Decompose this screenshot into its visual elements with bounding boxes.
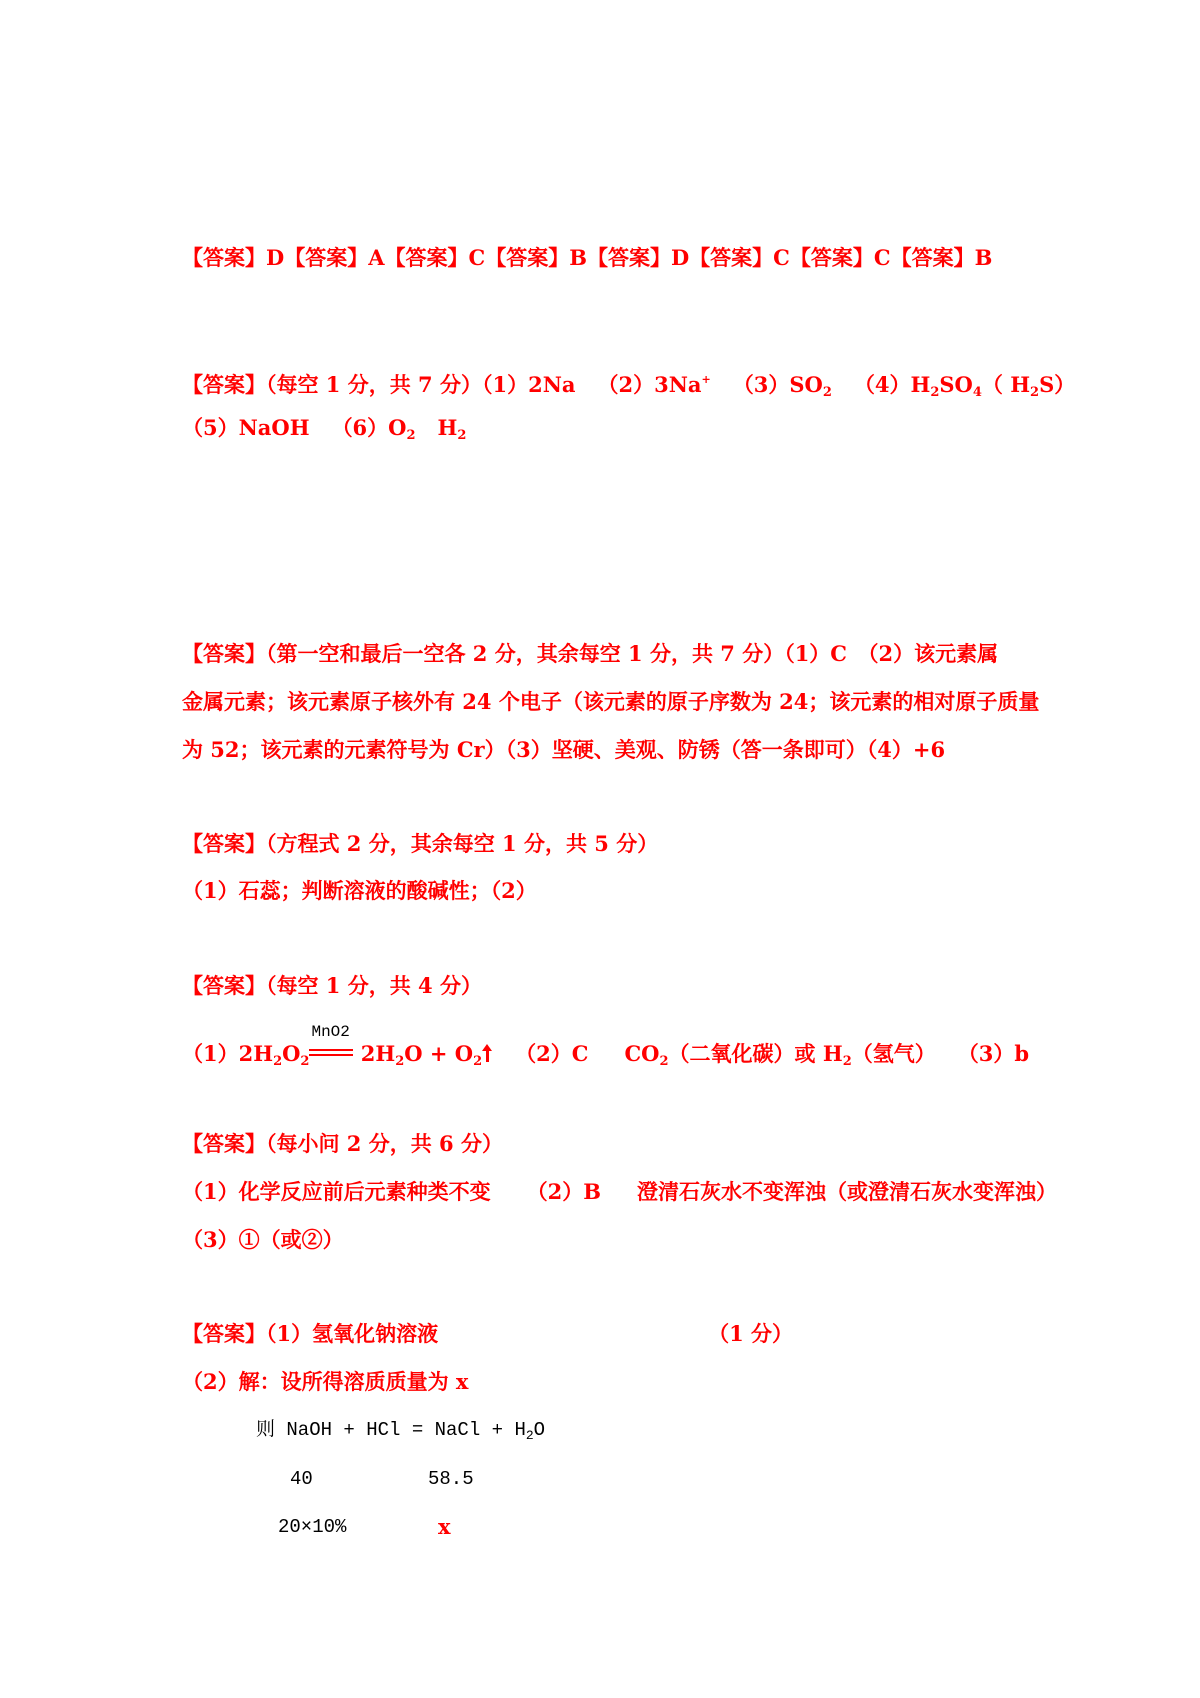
subscript: 2 <box>473 1054 483 1069</box>
answer-line-q2-1 <box>182 366 1075 407</box>
answer-line-q6-2 <box>182 1178 1057 1206</box>
answer-text: CO <box>624 1041 660 1066</box>
subscript: 2 <box>300 1054 310 1069</box>
subscript: 2 <box>525 1428 534 1443</box>
equation-text: 则 NaOH + HCl = NaCl + H <box>256 1419 526 1441</box>
subscript: 2 <box>822 385 832 400</box>
equals-sign <box>309 1049 353 1056</box>
subscript: 2 <box>406 428 416 443</box>
answer-text: （1）化学反应前后元素种类不变 <box>182 1179 491 1204</box>
answer-text: （ H <box>981 372 1031 397</box>
answer-text: （2）3Na <box>597 372 702 397</box>
answer-text: （3）①（或②） <box>182 1227 344 1252</box>
answer-text: 金属元素；该元素原子核外有 24 个电子（该元素的原子序数为 24；该元素的相对原子质量 <box>182 689 1040 714</box>
answer-text: （2）C <box>515 1041 589 1066</box>
equation-line <box>256 1416 545 1450</box>
subscript: 2 <box>395 1054 405 1069</box>
subscript: 2 <box>457 428 467 443</box>
equation-text: O <box>533 1419 546 1441</box>
subscript: 2 <box>842 1054 852 1069</box>
answer-text: S） <box>1039 372 1076 397</box>
answer-text: （2）B <box>526 1179 601 1204</box>
subscript: 4 <box>972 385 982 400</box>
answer-text: （1）2H <box>182 1041 274 1066</box>
superscript: + <box>701 373 711 386</box>
molar-mass-row <box>290 1465 313 1493</box>
answer-text: （3）b <box>957 1041 1030 1066</box>
answer-text: O + O <box>404 1041 474 1066</box>
answer-text: O <box>282 1041 301 1066</box>
answer-text: SO <box>939 372 973 397</box>
answer-line-q7-1 <box>182 1320 793 1348</box>
score-note: （1 分） <box>708 1321 794 1346</box>
answer-text: 2H <box>360 1041 396 1066</box>
reaction-condition <box>309 1023 353 1068</box>
answer-line-q5-1 <box>182 972 482 1000</box>
subscript: 2 <box>659 1054 669 1069</box>
answer-text: （5）NaOH <box>182 415 310 440</box>
answer-text: 【答案】D【答案】A【答案】C【答案】B【答案】D【答案】C【答案】C【答案】B <box>182 245 993 270</box>
answer-text: 【答案】（每空 1 分，共 4 分） <box>182 973 482 998</box>
molar-mass-row <box>428 1465 474 1493</box>
answer-text: （1）石蕊；判断溶液的酸碱性；（2） <box>182 878 537 903</box>
answer-line-q3-2 <box>182 688 1039 716</box>
answer-text: （6）O <box>331 415 407 440</box>
answer-line-q6-3 <box>182 1226 344 1254</box>
answer-text: 为 52；该元素的元素符号为 Cr）（3）坚硬、美观、防锈（答一条即可）（4）+6 <box>182 737 946 762</box>
answer-text: （4）H <box>853 372 931 397</box>
answer-line-q4-2 <box>182 877 537 905</box>
answer-text: 澄清石灰水不变浑浊（或澄清石灰水变浑浊） <box>637 1179 1057 1204</box>
gas-arrow-icon <box>486 1048 489 1062</box>
mass-row <box>278 1513 346 1541</box>
subscript: 2 <box>1030 385 1040 400</box>
answer-line-q3-1 <box>182 640 998 668</box>
answer-line-q7-2 <box>182 1368 468 1396</box>
mass-row <box>438 1513 451 1541</box>
answer-line-q4-1 <box>182 830 658 858</box>
catalyst-label: MnO2 <box>311 1023 350 1041</box>
subscript: 2 <box>930 385 940 400</box>
molar-mass-nacl: 58.5 <box>428 1468 474 1490</box>
answer-text: 【答案】（每小问 2 分，共 6 分） <box>182 1131 503 1156</box>
answer-text: （2）解：设所得溶质质量为 x <box>182 1369 469 1394</box>
answer-line-q6-1 <box>182 1130 503 1158</box>
answer-text: 【答案】（1）氢氧化钠溶液 <box>182 1321 439 1346</box>
answer-text: 【答案】（第一空和最后一空各 2 分，其余每空 1 分，共 7 分）（1）C （2）该元素属 <box>182 641 999 666</box>
answer-line-q5-2 <box>182 1023 1030 1076</box>
answer-line-q3-3 <box>182 736 945 764</box>
answer-text: 【答案】（每空 1 分，共 7 分）（1）2Na <box>182 372 576 397</box>
answer-text: （二氧化碳）或 H <box>668 1041 843 1066</box>
answer-line-mc <box>182 244 992 272</box>
mass-naoh: 20×10% <box>278 1516 347 1538</box>
unknown-x: x <box>438 1514 451 1539</box>
answer-line-q2-2 <box>182 414 466 450</box>
answer-text: 【答案】（方程式 2 分，其余每空 1 分，共 5 分） <box>182 831 659 856</box>
answer-text: （3）SO <box>732 372 823 397</box>
subscript: 2 <box>273 1054 283 1069</box>
answer-text: H <box>437 415 458 440</box>
answer-text: （氢气） <box>851 1041 936 1066</box>
molar-mass-naoh: 40 <box>290 1468 313 1490</box>
